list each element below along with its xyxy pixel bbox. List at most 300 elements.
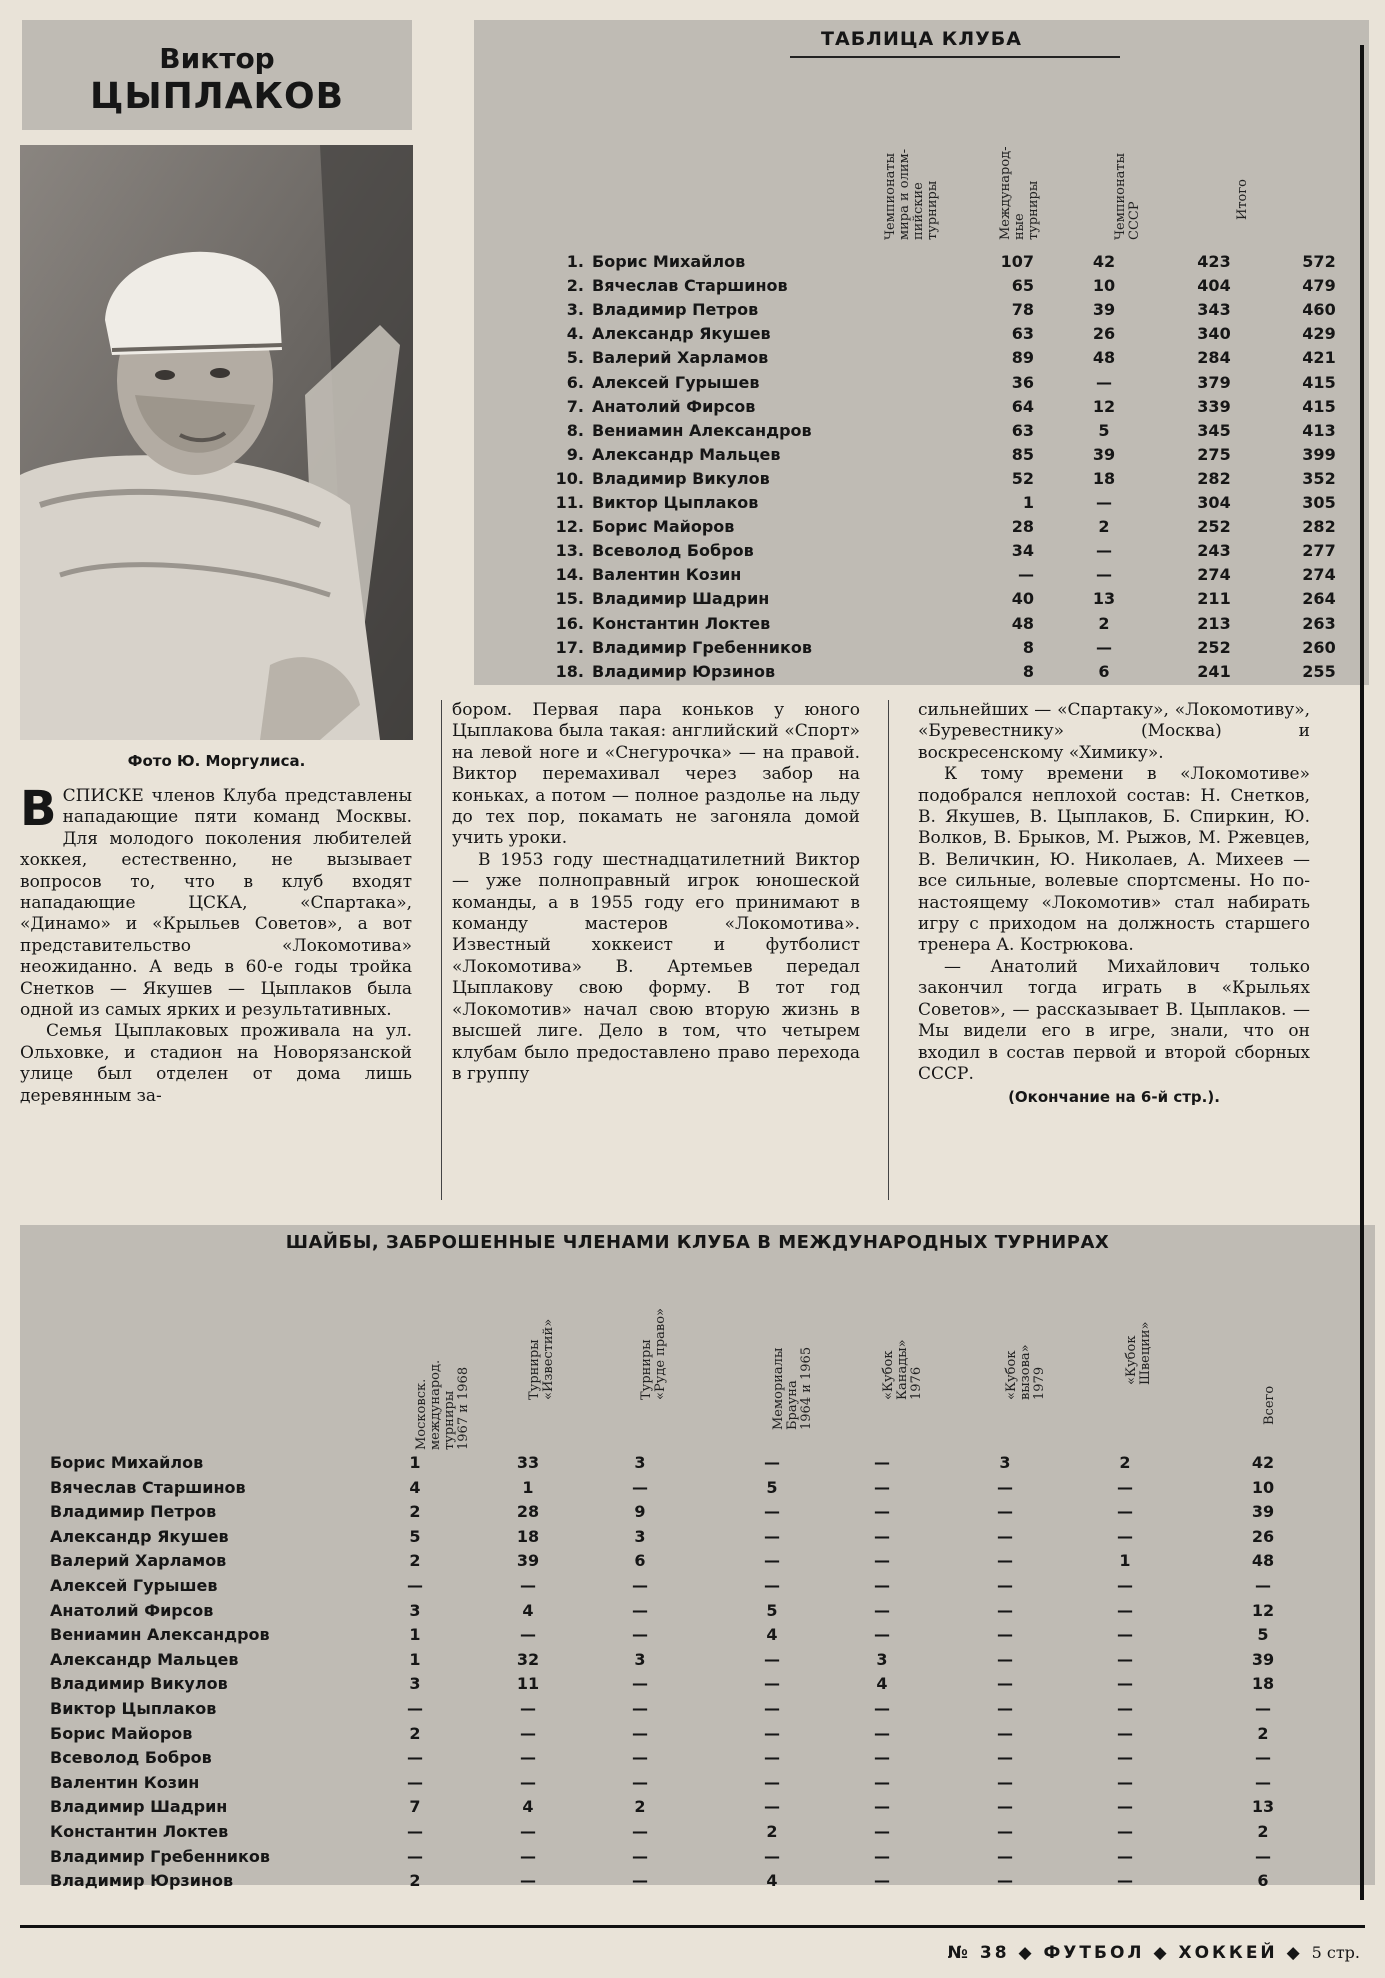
- goals-row-canada-cup: —: [874, 1723, 890, 1743]
- club-row-total: 282: [1302, 517, 1336, 537]
- goals-row-braun: —: [764, 1502, 780, 1522]
- goals-header-sweden-cup: «Кубок Швеции»: [1124, 1321, 1153, 1385]
- article-paragraph: — Анатолий Михайлович только закончил тогда играть в «Крыльях Советов», — рассказывает В. Цыплаков. — Мы видели его в игре, знали, что он входил в состав первой и второй сборных СССР.: [918, 956, 1310, 1084]
- goals-table-row: [50, 1822, 1350, 1846]
- goals-row-izvestia: —: [520, 1699, 536, 1718]
- goals-table-row: [50, 1601, 1350, 1625]
- article-paragraph: [20, 781, 412, 1021]
- goals-row-moscow: 2: [409, 1502, 421, 1522]
- goals-row-moscow: —: [407, 1772, 423, 1792]
- publication-name-1: ФУТБОЛ: [1043, 1943, 1145, 1963]
- club-row-world: 107: [1000, 252, 1034, 271]
- goals-row-moscow: 2: [409, 1551, 421, 1571]
- club-table-row: [554, 252, 1334, 276]
- club-table-row: [554, 373, 1334, 397]
- goals-row-challenge-cup: —: [997, 1526, 1013, 1546]
- goals-row-rude-pravo: —: [632, 1723, 648, 1743]
- goals-row-sweden-cup: —: [1117, 1576, 1133, 1595]
- goals-row-braun: —: [764, 1699, 780, 1718]
- player-first-name: Виктор: [159, 42, 275, 75]
- club-row-international: 2: [1098, 517, 1110, 537]
- club-row-rank: 17.: [555, 637, 584, 657]
- goals-row-izvestia: 32: [516, 1649, 540, 1669]
- player-photo: [20, 145, 413, 740]
- goals-row-total: 48: [1251, 1551, 1275, 1571]
- goals-table: [20, 1225, 1375, 1891]
- club-row-international: 42: [1092, 252, 1116, 271]
- article-text: СПИСКЕ членов Клуба представлены нападающие пяти команд Москвы. Для молодого поколения любителей хоккея, естественно, не вызывает вопросов то, что в клуб входят нападающие ЦСКА, «Спартака», «Динамо» и «Крыльев Советов», а вот представительство «Локомотива» неожиданно. А ведь в 60-е годы тройка Снетков — Якушев — Цыплаков была одной из самых ярких и результативных.: [20, 786, 412, 1021]
- goals-header-izvestia: Турниры «Известий»: [527, 1318, 556, 1400]
- club-row-world: 8: [1022, 661, 1034, 681]
- club-row-player: Виктор Цыплаков: [592, 493, 759, 512]
- club-row-international: —: [1096, 565, 1112, 585]
- goals-row-sweden-cup: —: [1117, 1699, 1133, 1718]
- goals-row-challenge-cup: —: [997, 1846, 1013, 1866]
- goals-row-braun: —: [764, 1723, 780, 1743]
- issue-number: № 38: [947, 1943, 1010, 1963]
- article-column-2: [452, 700, 860, 1085]
- club-row-international: 48: [1092, 348, 1116, 368]
- goals-row-canada-cup: —: [874, 1502, 890, 1522]
- goals-row-canada-cup: —: [874, 1846, 890, 1866]
- goals-row-total: 39: [1251, 1502, 1275, 1522]
- goals-row-challenge-cup: —: [997, 1723, 1013, 1743]
- club-row-total: 274: [1302, 565, 1336, 585]
- club-table-row: [554, 348, 1334, 372]
- goals-row-sweden-cup: —: [1117, 1526, 1133, 1546]
- goals-header-challenge-cup: «Кубок вызова» 1979: [1004, 1344, 1047, 1400]
- goals-header-canada-cup: «Кубок Канады» 1976: [881, 1339, 924, 1400]
- goals-row-sweden-cup: —: [1117, 1871, 1133, 1891]
- club-row-player: Владимир Гребенников: [592, 637, 812, 657]
- goals-table-row: [50, 1871, 1350, 1895]
- goals-row-izvestia: 33: [516, 1453, 540, 1472]
- club-row-world: 48: [1011, 613, 1034, 633]
- goals-row-sweden-cup: —: [1117, 1846, 1133, 1866]
- club-row-player: Владимир Петров: [592, 300, 759, 320]
- goals-row-sweden-cup: 1: [1119, 1551, 1131, 1571]
- club-row-international: 5: [1098, 420, 1110, 440]
- club-row-world: —: [1018, 565, 1034, 585]
- goals-row-player: Владимир Юрзинов: [50, 1871, 234, 1891]
- goals-row-canada-cup: —: [874, 1748, 890, 1768]
- club-row-international: —: [1096, 493, 1112, 512]
- club-row-player: Константин Локтев: [592, 613, 771, 633]
- club-row-world: 28: [1011, 517, 1034, 537]
- goals-row-player: Александр Мальцев: [50, 1649, 239, 1669]
- club-row-total: 429: [1302, 324, 1336, 344]
- goals-row-izvestia: —: [520, 1625, 536, 1645]
- photo-caption: Фото Ю. Моргулиса.: [127, 752, 306, 770]
- club-row-rank: 5.: [566, 348, 584, 368]
- goals-row-challenge-cup: —: [997, 1576, 1013, 1595]
- club-row-rank: 8.: [566, 420, 584, 440]
- goals-row-canada-cup: —: [874, 1576, 890, 1595]
- club-row-rank: 16.: [555, 613, 584, 633]
- goals-row-canada-cup: —: [874, 1871, 890, 1891]
- club-row-rank: 12.: [555, 517, 584, 537]
- goals-row-izvestia: 11: [516, 1674, 540, 1694]
- goals-row-total: 42: [1251, 1453, 1275, 1472]
- goals-row-izvestia: 4: [522, 1600, 534, 1620]
- goals-row-izvestia: —: [520, 1846, 536, 1866]
- goals-row-moscow: —: [407, 1576, 423, 1595]
- club-row-ussr: 252: [1197, 517, 1231, 537]
- club-row-rank: 6.: [566, 372, 584, 392]
- club-row-world: 52: [1011, 468, 1034, 488]
- goals-row-challenge-cup: —: [997, 1600, 1013, 1620]
- club-row-rank: 7.: [566, 396, 584, 416]
- goals-row-sweden-cup: —: [1117, 1723, 1133, 1743]
- club-row-ussr: 243: [1197, 541, 1231, 561]
- club-row-world: 65: [1011, 276, 1034, 296]
- goals-row-rude-pravo: —: [632, 1871, 648, 1891]
- club-row-ussr: 404: [1197, 276, 1231, 296]
- goals-row-moscow: —: [407, 1846, 423, 1866]
- club-row-ussr: 345: [1197, 420, 1231, 440]
- goals-row-player: Константин Локтев: [50, 1822, 229, 1841]
- club-row-player: Владимир Юрзинов: [592, 661, 776, 681]
- goals-row-sweden-cup: —: [1117, 1748, 1133, 1768]
- goals-row-rude-pravo: —: [632, 1846, 648, 1866]
- goals-row-moscow: 3: [409, 1600, 421, 1620]
- goals-row-player: Всеволод Бобров: [50, 1748, 212, 1768]
- goals-row-izvestia: 28: [516, 1502, 540, 1522]
- club-row-international: —: [1096, 541, 1112, 561]
- goals-row-izvestia: —: [520, 1723, 536, 1743]
- club-table-row: [554, 589, 1334, 613]
- club-row-total: 572: [1302, 252, 1336, 271]
- club-row-ussr: 211: [1197, 589, 1231, 609]
- club-row-total: 260: [1302, 637, 1336, 657]
- goals-row-total: —: [1255, 1846, 1271, 1866]
- goals-row-rude-pravo: —: [632, 1822, 648, 1841]
- goals-row-challenge-cup: —: [997, 1674, 1013, 1694]
- club-row-player: Валентин Козин: [592, 565, 742, 585]
- footer-rule: [20, 1925, 1365, 1928]
- club-row-international: 39: [1092, 444, 1116, 464]
- goals-row-player: Валентин Козин: [50, 1772, 200, 1792]
- goals-row-moscow: 2: [409, 1723, 421, 1743]
- goals-row-player: Борис Майоров: [50, 1723, 193, 1743]
- goals-header-braun: Мемориалы Брауна 1964 и 1965: [771, 1346, 814, 1430]
- club-row-ussr: 274: [1197, 565, 1231, 585]
- goals-row-total: 26: [1251, 1526, 1275, 1546]
- column-divider: [888, 700, 889, 1200]
- goals-row-moscow: 1: [409, 1625, 421, 1645]
- goals-header-moscow: Московск. международ. турниры 1967 и 1968: [414, 1359, 471, 1450]
- article-paragraph: К тому времени в «Локомотиве» подобрался неплохой состав: Н. Снетков, В. Якушев, В. Цыплаков, Б. Спиркин, Ю. Волков, В. Брыков, М. Рыжов, М. Ржевцев, В. Величкин, Ю. Николаев, А. Михеев — все сильные, волевые спортсмены. Но по-настоящему «Локомотив» стал набирать игру с приходом на должность старшего тренера А. Кострюкова.: [918, 764, 1310, 956]
- club-row-ussr: 241: [1197, 661, 1231, 681]
- goals-row-rude-pravo: 3: [634, 1649, 646, 1669]
- club-row-total: 264: [1302, 589, 1336, 609]
- club-row-world: 78: [1011, 300, 1034, 320]
- goals-row-moscow: 3: [409, 1674, 421, 1694]
- club-row-rank: 18.: [555, 661, 584, 681]
- goals-row-braun: 4: [766, 1871, 778, 1891]
- goals-row-moscow: —: [407, 1822, 423, 1841]
- club-row-world: 34: [1011, 541, 1034, 561]
- club-row-rank: 2.: [566, 276, 584, 296]
- goals-row-challenge-cup: —: [997, 1502, 1013, 1522]
- goals-row-total: 10: [1251, 1477, 1275, 1497]
- goals-row-moscow: —: [407, 1699, 423, 1718]
- club-row-international: 12: [1092, 396, 1116, 416]
- club-row-ussr: 252: [1197, 637, 1231, 657]
- goals-table-row: [50, 1478, 1350, 1502]
- club-row-total: 352: [1302, 468, 1336, 488]
- club-table-row: [554, 565, 1334, 589]
- club-row-player: Борис Михайлов: [592, 252, 746, 271]
- diamond-icon: ◆: [1153, 1943, 1170, 1963]
- goals-row-sweden-cup: —: [1117, 1502, 1133, 1522]
- club-row-rank: 4.: [566, 324, 584, 344]
- club-row-rank: 3.: [566, 300, 584, 320]
- goals-row-player: Алексей Гурышев: [50, 1576, 218, 1595]
- club-row-ussr: 282: [1197, 468, 1231, 488]
- club-row-international: 18: [1092, 468, 1116, 488]
- club-table-row: [554, 469, 1334, 493]
- club-table-row: [554, 421, 1334, 445]
- goals-table-row: [50, 1797, 1350, 1821]
- club-row-international: 2: [1098, 613, 1110, 633]
- continuation-note: (Окончание на 6-й стр.).: [1008, 1088, 1220, 1107]
- goals-row-izvestia: —: [520, 1772, 536, 1792]
- goals-row-challenge-cup: —: [997, 1822, 1013, 1841]
- player-last-name: ЦЫПЛАКОВ: [89, 76, 345, 117]
- club-row-total: 460: [1302, 300, 1336, 320]
- club-row-total: 305: [1302, 493, 1336, 512]
- club-row-international: 39: [1092, 300, 1116, 320]
- goals-row-player: Валерий Харламов: [50, 1551, 227, 1571]
- goals-row-canada-cup: —: [874, 1600, 890, 1620]
- club-row-total: 421: [1302, 348, 1336, 368]
- club-row-ussr: 284: [1197, 348, 1231, 368]
- goals-table-row: [50, 1576, 1350, 1600]
- goals-row-sweden-cup: —: [1117, 1822, 1133, 1841]
- goals-row-izvestia: 4: [522, 1797, 534, 1817]
- goals-row-braun: —: [764, 1453, 780, 1472]
- goals-row-izvestia: —: [520, 1822, 536, 1841]
- club-row-rank: 15.: [555, 589, 584, 609]
- goals-row-total: —: [1255, 1699, 1271, 1718]
- article-column-3: [918, 700, 1310, 1109]
- goals-row-braun: —: [764, 1526, 780, 1546]
- goals-row-rude-pravo: 2: [634, 1797, 646, 1817]
- goals-row-braun: —: [764, 1551, 780, 1571]
- club-table-row: [554, 445, 1334, 469]
- goals-row-braun: —: [764, 1748, 780, 1768]
- goals-row-player: Анатолий Фирсов: [50, 1600, 214, 1620]
- club-row-total: 415: [1302, 396, 1336, 416]
- goals-table-row: [50, 1724, 1350, 1748]
- goals-row-canada-cup: —: [874, 1822, 890, 1841]
- club-header-world: Чемпионаты мира и олим- пийские турниры: [883, 148, 940, 240]
- goals-table-row: [50, 1674, 1350, 1698]
- goals-row-player: Вениамин Александров: [50, 1625, 270, 1645]
- goals-row-player: Владимир Шадрин: [50, 1797, 228, 1817]
- goals-row-rude-pravo: 6: [634, 1551, 646, 1571]
- goals-row-sweden-cup: —: [1117, 1649, 1133, 1669]
- club-row-rank: 11.: [555, 493, 584, 512]
- club-row-world: 85: [1011, 444, 1034, 464]
- goals-row-player: Борис Михайлов: [50, 1453, 204, 1472]
- goals-row-challenge-cup: —: [997, 1649, 1013, 1669]
- goals-row-total: 6: [1257, 1871, 1269, 1891]
- goals-row-canada-cup: 3: [876, 1649, 888, 1669]
- goals-row-braun: —: [764, 1772, 780, 1792]
- club-row-international: —: [1096, 637, 1112, 657]
- goals-row-braun: —: [764, 1674, 780, 1694]
- club-row-player: Александр Мальцев: [592, 444, 781, 464]
- goals-table-row: [50, 1625, 1350, 1649]
- goals-table-row: [50, 1699, 1350, 1723]
- goals-row-braun: 4: [766, 1625, 778, 1645]
- goals-row-moscow: 1: [409, 1453, 421, 1472]
- club-table-row: [554, 276, 1334, 300]
- club-row-world: 36: [1011, 372, 1034, 392]
- club-row-total: 277: [1302, 541, 1336, 561]
- club-row-total: 479: [1302, 276, 1336, 296]
- goals-row-challenge-cup: 3: [999, 1453, 1011, 1472]
- goals-row-moscow: —: [407, 1748, 423, 1768]
- goals-row-total: 39: [1251, 1649, 1275, 1669]
- goals-row-sweden-cup: —: [1117, 1674, 1133, 1694]
- club-row-rank: 13.: [555, 541, 584, 561]
- club-row-world: 63: [1011, 324, 1034, 344]
- club-row-player: Владимир Викулов: [592, 468, 770, 488]
- club-row-rank: 9.: [566, 444, 584, 464]
- goals-row-izvestia: —: [520, 1576, 536, 1595]
- club-row-world: 63: [1011, 420, 1034, 440]
- goals-row-braun: —: [764, 1649, 780, 1669]
- title-box: [22, 20, 412, 130]
- club-table-row: [554, 324, 1334, 348]
- column-divider: [441, 700, 442, 1200]
- goals-row-izvestia: 39: [516, 1551, 540, 1571]
- goals-row-challenge-cup: —: [997, 1551, 1013, 1571]
- club-row-ussr: 343: [1197, 300, 1231, 320]
- goals-row-braun: —: [764, 1797, 780, 1817]
- club-table-row: [554, 397, 1334, 421]
- goals-row-player: Владимир Викулов: [50, 1674, 228, 1694]
- goals-row-braun: 2: [766, 1822, 778, 1841]
- club-row-player: Валерий Харламов: [592, 348, 769, 368]
- diamond-icon: ◆: [1018, 1943, 1035, 1963]
- club-table-row: [554, 517, 1334, 541]
- club-row-total: 263: [1302, 613, 1336, 633]
- club-row-international: 6: [1098, 661, 1110, 681]
- club-row-ussr: 275: [1197, 444, 1231, 464]
- goals-row-canada-cup: —: [874, 1453, 890, 1472]
- club-row-player: Анатолий Фирсов: [592, 396, 756, 416]
- club-row-rank: 1.: [566, 252, 584, 271]
- club-row-international: —: [1096, 372, 1112, 392]
- goals-row-moscow: 5: [409, 1526, 421, 1546]
- goals-header-rude-pravo: Турниры «Руде право»: [639, 1307, 668, 1400]
- goals-row-total: —: [1255, 1772, 1271, 1792]
- goals-row-rude-pravo: —: [632, 1576, 648, 1595]
- page-number: 5 стр.: [1311, 1943, 1360, 1962]
- goals-table-row: [50, 1502, 1350, 1526]
- article-paragraph: В 1953 году шестнадцатилетний Виктор — уже полноправный игрок юношеской команды, а в 1955 году его принимают в команду мастеров «Локомотива». Известный хоккеист и футболист «Локомотива» В. Артемьев передал Цыплакову свою форму. В тот год «Локомотив» начал свою вторую жизнь в высшей лиге. Дело в том, что четырем клубам было предоставлено право перехода в группу: [452, 849, 860, 1084]
- club-row-international: 13: [1092, 589, 1116, 609]
- goals-row-moscow: 7: [409, 1797, 421, 1817]
- goals-row-canada-cup: —: [874, 1772, 890, 1792]
- club-row-player: Алексей Гурышев: [592, 372, 760, 392]
- goals-row-total: —: [1255, 1748, 1271, 1768]
- club-row-total: 413: [1302, 420, 1336, 440]
- club-row-ussr: 339: [1197, 396, 1231, 416]
- goals-row-total: 2: [1257, 1723, 1269, 1743]
- club-row-rank: 14.: [555, 565, 584, 585]
- club-row-total: 399: [1302, 444, 1336, 464]
- goals-row-player: Александр Якушев: [50, 1526, 229, 1546]
- club-row-ussr: 379: [1197, 372, 1231, 392]
- goals-row-izvestia: —: [520, 1748, 536, 1768]
- goals-row-izvestia: 18: [516, 1526, 540, 1546]
- club-row-world: 40: [1011, 589, 1034, 609]
- goals-row-braun: —: [764, 1846, 780, 1866]
- club-row-total: 255: [1302, 661, 1336, 681]
- goals-row-player: Владимир Петров: [50, 1502, 217, 1522]
- goals-row-rude-pravo: 3: [634, 1453, 646, 1472]
- article-paragraph: бором. Первая пара коньков у юного Цыплакова была такая: английский «Спорт» на левой ноге и «Снегурочка» — на правой. Виктор перемахивал через забор на коньках, а потом — полное раздолье на льду до тех пор, покамать не загоняла домой учить уроки.: [452, 700, 860, 849]
- club-row-player: Александр Якушев: [592, 324, 771, 344]
- goals-row-challenge-cup: —: [997, 1699, 1013, 1718]
- club-row-player: Вениамин Александров: [592, 420, 812, 440]
- club-row-ussr: 304: [1197, 493, 1231, 512]
- goals-row-rude-pravo: —: [632, 1772, 648, 1792]
- goals-row-challenge-cup: —: [997, 1477, 1013, 1497]
- goals-row-braun: 5: [766, 1600, 778, 1620]
- footer: [948, 1943, 1361, 1963]
- goals-row-moscow: 2: [409, 1871, 421, 1891]
- club-row-ussr: 340: [1197, 324, 1231, 344]
- goals-row-player: Владимир Гребенников: [50, 1846, 270, 1866]
- goals-row-canada-cup: —: [874, 1551, 890, 1571]
- club-row-player: Всеволод Бобров: [592, 541, 754, 561]
- club-row-world: 89: [1011, 348, 1034, 368]
- goals-row-canada-cup: —: [874, 1477, 890, 1497]
- goals-row-challenge-cup: —: [997, 1871, 1013, 1891]
- club-row-rank: 10.: [555, 468, 584, 488]
- club-table-row: [554, 541, 1334, 565]
- page-edge-rule: [1360, 45, 1364, 1900]
- goals-row-canada-cup: —: [874, 1797, 890, 1817]
- club-row-total: 415: [1302, 372, 1336, 392]
- goals-table-row: [50, 1748, 1350, 1772]
- goals-row-rude-pravo: —: [632, 1477, 648, 1497]
- goals-row-total: 2: [1257, 1822, 1269, 1841]
- club-table: [474, 20, 1369, 685]
- club-row-world: 8: [1022, 637, 1034, 657]
- club-row-ussr: 213: [1197, 613, 1231, 633]
- drop-cap: В: [20, 781, 57, 837]
- goals-row-braun: 5: [766, 1477, 778, 1497]
- goals-row-braun: —: [764, 1576, 780, 1595]
- goals-row-rude-pravo: 9: [634, 1502, 646, 1522]
- goals-row-canada-cup: —: [874, 1526, 890, 1546]
- goals-row-rude-pravo: —: [632, 1625, 648, 1645]
- goals-header-total: Всего: [1262, 1385, 1277, 1425]
- goals-row-total: —: [1255, 1576, 1271, 1595]
- club-header-ussr: Чемпионаты СССР: [1113, 153, 1142, 240]
- publication-name-2: ХОККЕЙ: [1178, 1943, 1278, 1963]
- goals-row-sweden-cup: —: [1117, 1600, 1133, 1620]
- club-title-underline: [790, 56, 1120, 58]
- club-header-total: Итого: [1235, 179, 1250, 220]
